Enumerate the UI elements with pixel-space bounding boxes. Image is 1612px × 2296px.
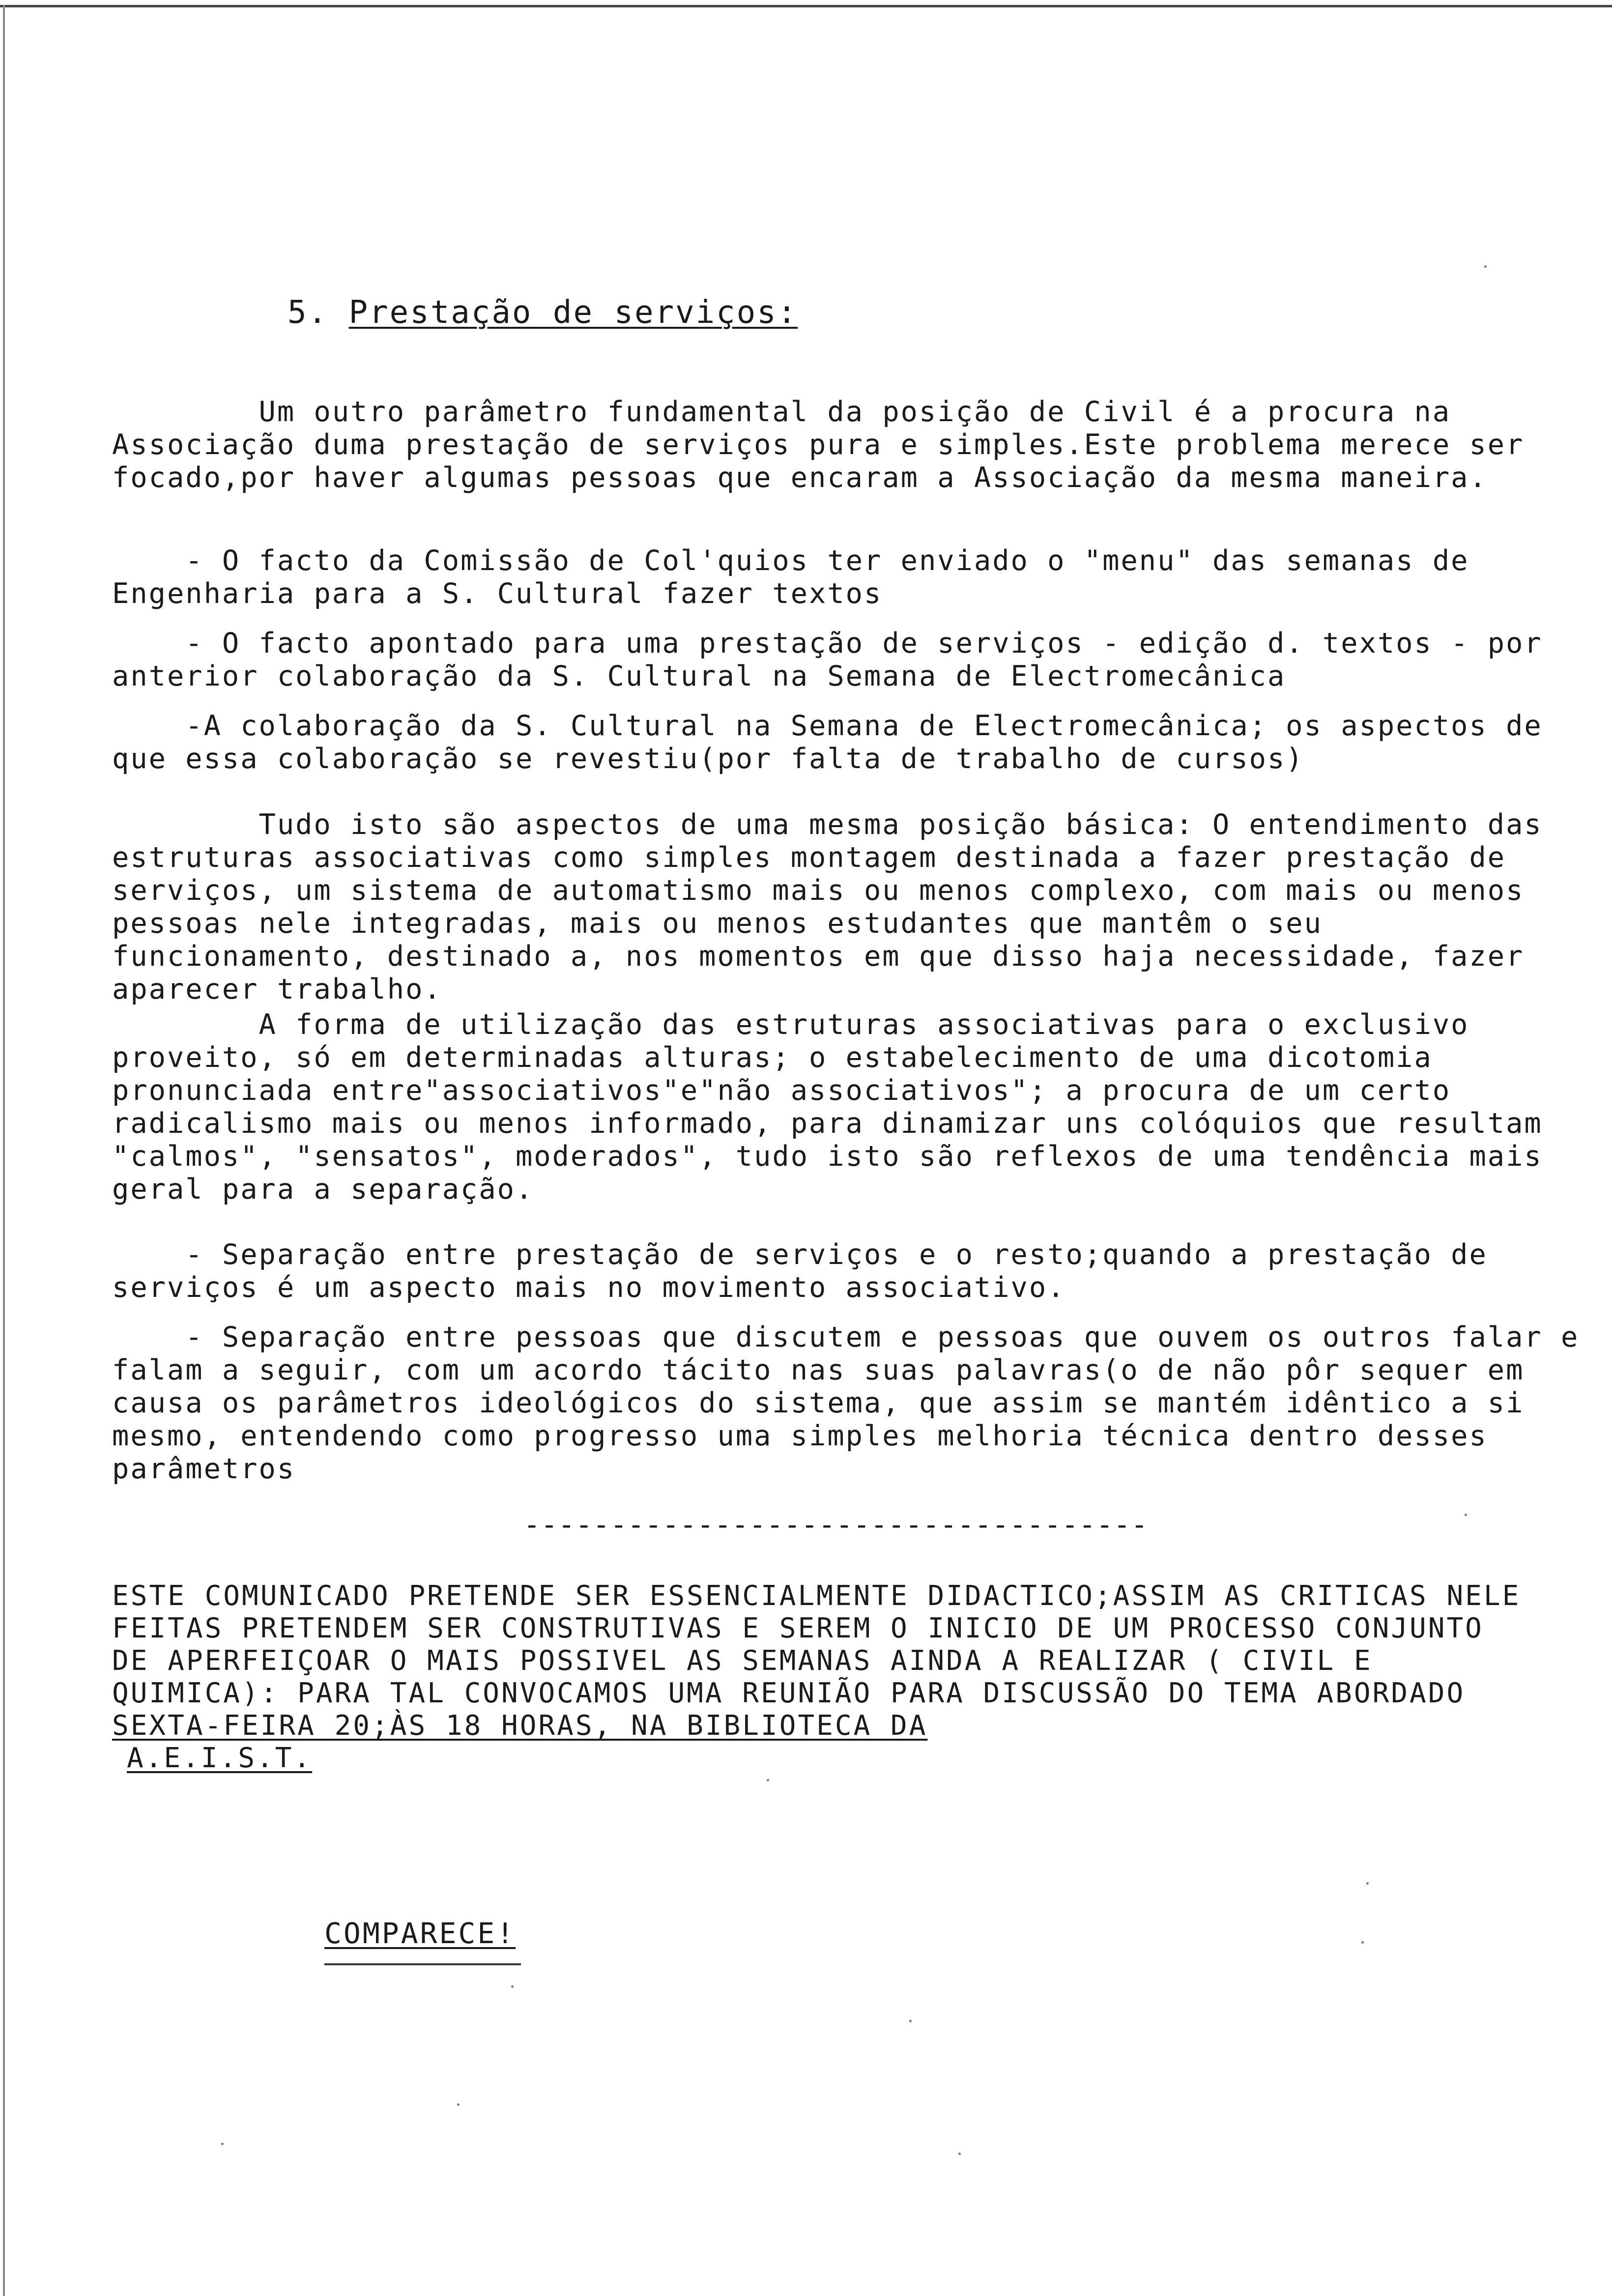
section-heading: [288, 295, 798, 330]
dashed-separator: ------------------------------------: [523, 1509, 1149, 1541]
scan-speck: [221, 2143, 224, 2145]
paragraph-bullet-edicao: - O facto apontado para uma prestação de serviços - edição d. textos - por anterior colaboração da S. Cultural na Semana de Electromecânica: [112, 627, 1561, 692]
scan-speck: [1366, 1882, 1369, 1885]
organization-name: A.E.I.S.T.: [127, 1742, 313, 1774]
notice-block: [112, 1580, 1537, 1775]
meeting-details: SEXTA-FEIRA 20;ÀS 18 HORAS, NA BIBLIOTECA DA: [112, 1710, 928, 1742]
scan-speck: [909, 2020, 912, 2022]
paragraph-bullet-colaboracao: -A colaboração da S. Cultural na Semana de Electromecânica; os aspectos de que essa colaboração se revestiu(por falta de trabalho de cursos): [112, 710, 1561, 775]
left-border-line: [3, 5, 5, 2296]
paragraph-intro: Um outro parâmetro fundamental da posição de Civil é a procura na Associação duma prestação de serviços pura e simples.Este problema merece ser focado,por haver algumas pessoas que encaram a Associação da mesma maneira.: [112, 396, 1543, 494]
top-border-line: [0, 5, 1612, 7]
section-number: 5.: [288, 294, 329, 331]
paragraph-separacao-servicos: - Separação entre prestação de serviços e o resto;quando a prestação de serviços é um aspecto mais no movimento associativo.: [112, 1238, 1506, 1304]
paragraph-separacao-pessoas: - Separação entre pessoas que discutem e pessoas que ouvem os outros falar e falam a seguir, com um acordo tácito nas suas palavras(o de não pôr sequer em causa os parâmetros ideológicos do sistema, que assim se mantém idêntico a si mesmo, entendendo como progresso uma simples melhoria técnica dentro desses parâmetros: [112, 1321, 1598, 1485]
scan-speck: [958, 2152, 961, 2155]
scan-speck: [1465, 1514, 1467, 1516]
scan-speck: [457, 2103, 460, 2106]
notice-text: ESTE COMUNICADO PRETENDE SER ESSENCIALMENTE DIDACTICO;ASSIM AS CRITICAS NELE FEITAS PRETENDEM SER CONSTRUTIVAS E SEREM O INICIO DE UM PROCESSO CONJUNTO DE APERFEIÇOAR O MAIS POSSIVEL AS SEMANAS AINDA A REALIZAR ( CIVIL E QUIMICA): PARA TAL CONVOCAMOS UMA REUNIÃO PARA DISCUSSÃO DO TEMA ABORDADO: [112, 1580, 1521, 1709]
section-title: Prestação de serviços:: [348, 294, 798, 331]
paragraph-forma-utilizacao: A forma de utilização das estruturas associativas para o exclusivo proveito, só em determinadas alturas; o estabelecimento de uma dicotomia pronunciada entre"associativos"e"não associativos"; a procura de um certo radicalismo mais ou menos informado, para dinamizar uns colóquios que resultam "calmos", "sensatos", moderados", tudo isto são reflexos de uma tendência mais geral para a separação.: [112, 1008, 1561, 1205]
scan-speck: [511, 1985, 514, 1988]
scan-speck: [1484, 265, 1487, 268]
paragraph-bullet-colloquios: - O facto da Comissão de Col'quios ter enviado o "menu" das semanas de Engenharia para a S. Cultural fazer textos: [112, 545, 1488, 610]
scan-speck: [1361, 1941, 1364, 1944]
call-to-action-underline: [324, 1963, 521, 1965]
call-to-action: COMPARECE!: [324, 1917, 516, 1950]
paragraph-posicao-basica: Tudo isto são aspectos de uma mesma posição básica: O entendimento das estruturas associativas como simples montagem destinada a fazer prestação de serviços, um sistema de automatismo mais ou menos complexo, com mais ou menos pessoas nele integradas, mais ou menos estudantes que mantêm o seu funcionamento, destinado a, nos momentos em que disso haja necessidade, fazer aparecer trabalho.: [112, 808, 1561, 1005]
scan-speck: [767, 1779, 769, 1781]
